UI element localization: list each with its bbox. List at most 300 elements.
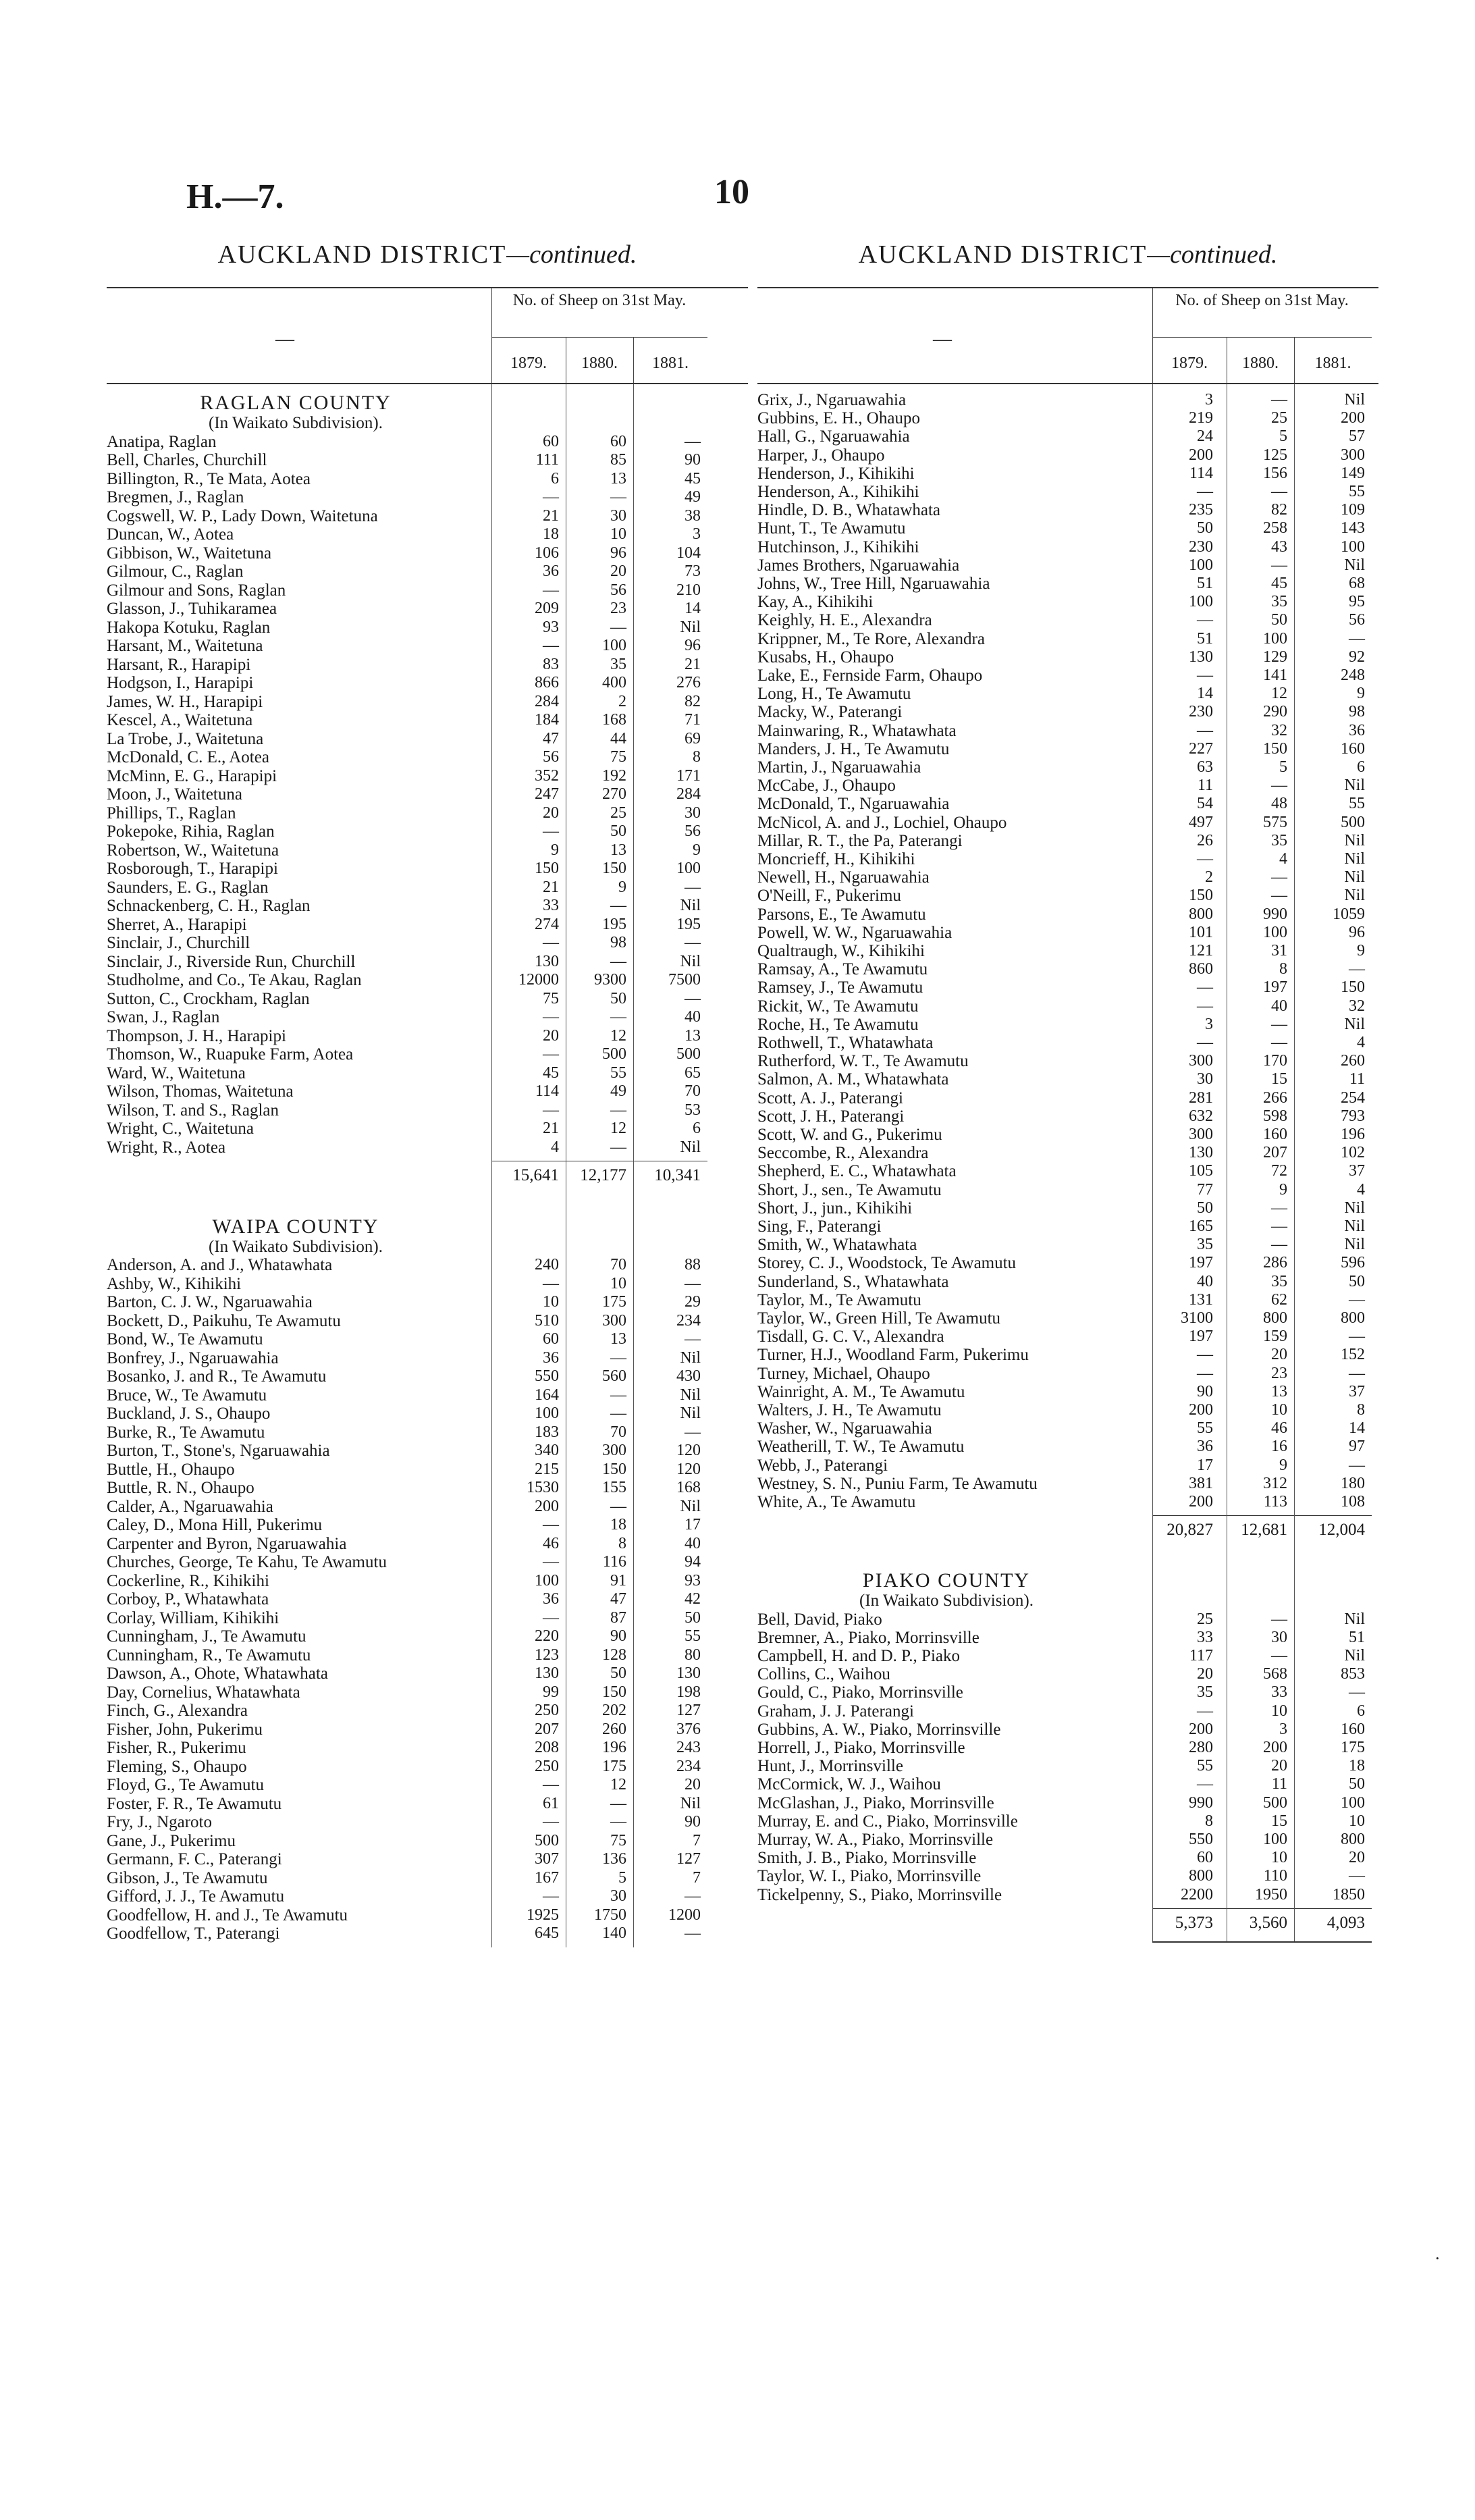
sheep-count-1879: —	[543, 1045, 559, 1063]
sheep-count-1881: 14	[1349, 1419, 1365, 1438]
table-row	[107, 804, 748, 822]
table-row	[757, 575, 1378, 593]
owner-name: Gubbins, A. W., Piako, Morrinsville	[757, 1720, 1001, 1739]
sheep-count-1880: 13	[610, 469, 626, 488]
sheep-count-1881: —	[685, 878, 701, 896]
sheep-count-1880: 290	[1263, 703, 1287, 721]
table-row	[107, 451, 748, 469]
sheep-count-1881: 90	[685, 451, 701, 469]
table-row	[757, 722, 1378, 740]
table-row	[757, 1493, 1378, 1511]
right-column	[757, 240, 1378, 1948]
table-row	[757, 1126, 1378, 1144]
owner-name: Studholme, and Co., Te Akau, Raglan	[107, 971, 362, 989]
sheep-count-1879: 510	[535, 1311, 559, 1330]
table-row	[107, 1832, 748, 1850]
owner-name: Burton, T., Stone's, Ngaruawahia	[107, 1442, 330, 1460]
table-row	[757, 703, 1378, 721]
table-row	[757, 887, 1378, 905]
sheep-count-1880: 100	[1263, 1831, 1287, 1848]
sheep-count-1879: —	[543, 1813, 559, 1831]
sheep-count-1879: 25	[1197, 1610, 1213, 1628]
owner-name: Gifford, J. J., Te Awamutu	[107, 1887, 285, 1906]
table-row	[757, 905, 1378, 924]
owner-name: Scott, A. J., Paterangi	[757, 1088, 903, 1107]
sheep-count-1881: —	[1349, 1867, 1365, 1885]
sheep-count-1880: 13	[610, 841, 626, 859]
sheep-count-1881: 56	[685, 822, 701, 840]
sheep-count-1881: Nil	[1344, 391, 1365, 409]
owner-name: Bruce, W., Te Awamutu	[107, 1386, 267, 1405]
sheep-count-1879: 50	[1197, 519, 1213, 537]
sheep-count-1880: 160	[1263, 1126, 1287, 1143]
sheep-count-1879: —	[1197, 666, 1213, 684]
table-row	[757, 868, 1378, 887]
table-row	[757, 1181, 1378, 1199]
table-row	[757, 740, 1378, 758]
sheep-count-1880: 85	[610, 451, 626, 469]
county-title	[107, 394, 485, 412]
owner-name: Ward, W., Waitetuna	[107, 1064, 246, 1082]
sheep-count-1879: 20	[543, 804, 559, 822]
sheep-count-1880: 8	[618, 1534, 626, 1552]
sheep-count-1879: 497	[1189, 813, 1213, 831]
sheep-count-1881: —	[1349, 1456, 1365, 1474]
sheep-count-1880: 195	[602, 915, 626, 933]
owner-name: Calder, A., Ngaruawahia	[107, 1497, 273, 1516]
sheep-count-1879: 100	[1189, 556, 1213, 574]
sheep-count-1881: 160	[1341, 1720, 1365, 1738]
sheep-count-1879: 632	[1189, 1107, 1213, 1125]
sheep-count-1879: 300	[1189, 1052, 1213, 1070]
sheep-count-1879: 184	[535, 711, 559, 729]
owner-name: Finch, G., Alexandra	[107, 1702, 248, 1720]
owner-name: Taylor, W. I., Piako, Morrinsville	[757, 1867, 982, 1886]
sheep-count-1879: —	[543, 488, 559, 506]
sheep-count-1879: 2	[1205, 868, 1213, 887]
table-row	[107, 1138, 748, 1157]
owner-name: Pokepoke, Rihia, Raglan	[107, 822, 275, 841]
sheep-count-1881: Nil	[1344, 777, 1365, 795]
sheep-count-1880: —	[610, 1101, 626, 1119]
sheep-count-1881: Nil	[1344, 868, 1365, 887]
owner-name: Washer, W., Ngaruawahia	[757, 1419, 932, 1438]
owner-name: Carpenter and Byron, Ngaruawahia	[107, 1534, 347, 1553]
table-row	[757, 814, 1378, 832]
owner-name: Harsant, M., Waitetuna	[107, 637, 263, 655]
owner-name: Floyd, G., Te Awamutu	[107, 1776, 264, 1794]
sheep-count-1879: 340	[535, 1442, 559, 1459]
owner-name: Buttle, H., Ohaupo	[107, 1460, 235, 1479]
sheep-count-1880: 10	[610, 525, 626, 543]
owner-name: Kusabs, H., Ohaupo	[757, 648, 894, 666]
table-row	[107, 1045, 748, 1064]
owner-name: Newell, H., Ngaruawahia	[757, 868, 930, 887]
sheep-count-1881: Nil	[1344, 1015, 1365, 1033]
county-name: PIAKO COUNTY	[862, 1571, 1031, 1590]
sheep-count-1880: 9	[618, 878, 626, 896]
sheep-count-1881: 65	[685, 1064, 701, 1082]
sheep-count-1881: 152	[1341, 1346, 1365, 1364]
table-row	[107, 785, 748, 804]
sheep-count-1881: 210	[676, 581, 701, 599]
sheep-count-1879: 208	[535, 1739, 559, 1756]
owner-name: Swan, J., Raglan	[107, 1008, 220, 1026]
sheep-count-1881: Nil	[680, 1348, 701, 1367]
sheep-count-1880: 568	[1263, 1665, 1287, 1683]
sheep-count-1879: —	[1197, 721, 1213, 739]
owner-name: Hunt, J., Morrinsville	[757, 1757, 903, 1776]
sheep-count-1879: 200	[1189, 1493, 1213, 1511]
owner-name: James Brothers, Ngaruawahia	[757, 556, 960, 575]
sheep-count-1879: 130	[535, 952, 559, 970]
owner-name: Day, Cornelius, Whatawhata	[107, 1683, 300, 1702]
sheep-count-1880: 197	[1263, 978, 1287, 997]
sheep-count-1881: 13	[685, 1026, 701, 1045]
table-row	[107, 1349, 748, 1367]
sheep-count-1879: 131	[1189, 1290, 1213, 1309]
table-row	[107, 1293, 748, 1311]
sheep-count-1881: 32	[1349, 997, 1365, 1015]
sheep-count-1879: 54	[1197, 795, 1213, 813]
sheep-count-1880: —	[610, 897, 626, 914]
owner-name: Cockerline, R., Kihikihi	[107, 1571, 269, 1590]
sheep-count-1881: 6	[1357, 1702, 1365, 1720]
sheep-count-1880: 50	[610, 1664, 626, 1682]
table-row	[757, 409, 1378, 427]
owner-name: Buckland, J. S., Ohaupo	[107, 1405, 271, 1423]
sheep-count-1879: 274	[535, 915, 559, 933]
table-row	[107, 1535, 748, 1553]
sheep-count-1880: —	[610, 1813, 626, 1831]
owner-name: Qualtraugh, W., Kihikihi	[757, 942, 925, 960]
sheep-count-1879: 61	[543, 1794, 559, 1812]
sheep-count-1880: —	[1271, 1034, 1287, 1051]
table-row	[757, 446, 1378, 465]
table-row	[757, 391, 1378, 409]
sheep-count-1880: 9	[1279, 1456, 1287, 1474]
sheep-count-1879: —	[543, 1608, 559, 1627]
sheep-count-1881: 20	[685, 1776, 701, 1793]
sheep-count-1880: 9	[1279, 1180, 1287, 1199]
sheep-count-1879: —	[1197, 1346, 1213, 1364]
table-row	[757, 1812, 1378, 1831]
sheep-count-1879: 200	[1189, 1720, 1213, 1738]
sheep-count-1879: 4	[551, 1138, 559, 1156]
sheep-count-1879: 21	[543, 878, 559, 896]
sheep-count-1881: 96	[685, 637, 701, 654]
sheep-count-1879: —	[1197, 1775, 1213, 1793]
sheep-count-1879: 230	[1189, 703, 1213, 721]
sheep-count-1880: —	[610, 1348, 626, 1367]
sheep-count-1880: 258	[1263, 519, 1287, 537]
sheep-count-1880: 125	[1263, 446, 1287, 464]
table-row	[107, 433, 748, 451]
sheep-count-1881: 4	[1357, 1034, 1365, 1051]
sheep-count-1880: 16	[1271, 1438, 1287, 1456]
sheep-count-1880: 46	[1271, 1419, 1287, 1438]
sheep-count-1879: 200	[1189, 446, 1213, 464]
sheep-count-1881: 53	[685, 1101, 701, 1119]
sheep-count-1880: —	[610, 1497, 626, 1515]
table-row	[107, 1776, 748, 1794]
owner-name: Taylor, W., Green Hill, Te Awamutu	[757, 1309, 1001, 1328]
owner-name: Hunt, T., Te Awamutu	[757, 519, 906, 538]
table-row	[107, 507, 748, 525]
table-row	[757, 1162, 1378, 1180]
sheep-count-1879: 56	[543, 748, 559, 766]
table-row	[107, 1609, 748, 1627]
sheep-count-1881: —	[685, 1924, 701, 1942]
sheep-count-1880: —	[610, 952, 626, 970]
owner-name: Murray, W. A., Piako, Morrinsville	[757, 1831, 994, 1849]
table-row	[757, 1052, 1378, 1070]
sheep-count-1881: —	[1349, 1683, 1365, 1702]
table-row	[757, 519, 1378, 537]
sheep-count-1881: 57	[1349, 427, 1365, 446]
sheep-count-1881: 42	[685, 1590, 701, 1608]
sheep-count-1881: Nil	[680, 1405, 701, 1422]
sheep-count-1880: 23	[610, 600, 626, 617]
sheep-count-1879: 47	[543, 729, 559, 747]
sheep-count-1880: 13	[610, 1330, 626, 1348]
sheep-count-1879: 99	[543, 1683, 559, 1701]
table-row	[757, 795, 1378, 813]
sheep-count-1879: 130	[1189, 648, 1213, 666]
sheep-count-1880: 270	[602, 785, 626, 803]
sheep-count-1880: 9300	[594, 971, 626, 989]
sheep-count-1881: 40	[685, 1008, 701, 1026]
sheep-count-1879: —	[1197, 850, 1213, 868]
sheep-count-1881: 800	[1341, 1831, 1365, 1848]
owner-name: Churches, George, Te Kahu, Te Awamutu	[107, 1553, 387, 1571]
owner-name: McMinn, E. G., Harapipi	[107, 766, 277, 785]
sheep-count-1881: —	[685, 989, 701, 1007]
owner-name: Goodfellow, T., Paterangi	[107, 1924, 280, 1943]
county-total-row	[757, 1914, 1378, 1932]
table-row	[757, 593, 1378, 611]
owner-name: Schnackenberg, C. H., Raglan	[107, 897, 311, 915]
sheep-count-1880: 100	[1263, 923, 1287, 941]
sheep-count-1879: —	[1197, 611, 1213, 629]
sheep-count-1881: 7	[693, 1868, 701, 1887]
owner-name: O'Neill, F., Pukerimu	[757, 887, 901, 905]
sheep-count-1879: 164	[535, 1386, 559, 1404]
sheep-count-1879: 60	[543, 432, 559, 450]
sheep-count-1881: 180	[1341, 1474, 1365, 1492]
owner-name: Sutton, C., Crockham, Raglan	[107, 989, 310, 1008]
sheep-count-1881: 8	[1357, 1401, 1365, 1419]
district-title: AUCKLAND DISTRICT	[858, 240, 1148, 269]
table-row	[757, 1702, 1378, 1721]
sheep-count-1879: —	[543, 934, 559, 951]
sheep-count-1880: 5	[1279, 758, 1287, 776]
sheep-count-1881: 92	[1349, 648, 1365, 666]
owner-name: Gibbison, W., Waitetuna	[107, 544, 272, 562]
sheep-count-1880: 400	[602, 674, 626, 691]
sheep-count-1880: 286	[1263, 1254, 1287, 1272]
sheep-count-1879: 11	[1197, 777, 1213, 795]
sheep-count-1880: —	[1271, 1217, 1287, 1235]
owner-name: Sherret, A., Harapipi	[107, 915, 247, 934]
sheep-count-1881: 6	[1357, 758, 1365, 776]
sheep-count-1880: 10	[1271, 1849, 1287, 1867]
table-row	[107, 1664, 748, 1683]
table-row	[107, 730, 748, 748]
sheep-count-1881: —	[1349, 1364, 1365, 1382]
sheep-count-1880: —	[610, 1405, 626, 1422]
sheep-count-1881: Nil	[680, 1138, 701, 1156]
sheep-count-1881: 171	[676, 766, 701, 785]
sheep-count-1881: 104	[676, 544, 701, 562]
sheep-count-1879: 352	[535, 766, 559, 785]
sheep-count-1880: 260	[602, 1720, 626, 1738]
county-total-row	[107, 1166, 748, 1184]
sheep-count-1880: 12	[610, 1026, 626, 1045]
owner-name: Bremner, A., Piako, Morrinsville	[757, 1628, 980, 1647]
owner-name: Walters, J. H., Te Awamutu	[757, 1401, 942, 1419]
table-row	[757, 1419, 1378, 1438]
sheep-count-1880: 100	[602, 637, 626, 654]
owner-name: Hall, G., Ngaruawahia	[757, 427, 910, 446]
table-row	[757, 1475, 1378, 1493]
table-row	[107, 1064, 748, 1082]
sheep-count-1880: 575	[1263, 813, 1287, 831]
owner-name: Short, J., sen., Te Awamutu	[757, 1180, 942, 1199]
table-row	[757, 758, 1378, 777]
sheep-count-1880: 300	[602, 1311, 626, 1330]
sheep-count-1879: 227	[1189, 739, 1213, 758]
sheep-count-1879: 46	[543, 1534, 559, 1552]
sheep-count-1879: 117	[1189, 1647, 1213, 1664]
total-rule	[1152, 1515, 1372, 1516]
sheep-count-1880: 266	[1263, 1088, 1287, 1107]
sheep-count-1881: —	[685, 934, 701, 951]
sheep-count-1879: 9	[551, 841, 559, 859]
sheep-count-1879: —	[543, 1274, 559, 1292]
table-row	[757, 1217, 1378, 1236]
sheep-count-1879: —	[543, 1008, 559, 1026]
sheep-count-1880: —	[1271, 1647, 1287, 1664]
sheep-count-1881: 376	[676, 1720, 701, 1738]
table-row	[757, 465, 1378, 483]
sheep-count-1879: 51	[1197, 575, 1213, 592]
table-row	[107, 1758, 748, 1776]
sheep-count-1880: 30	[1271, 1628, 1287, 1646]
sheep-count-1881: 6	[693, 1120, 701, 1137]
sheep-count-1879: 30	[1197, 1070, 1213, 1088]
sheep-count-1881: Nil	[1344, 887, 1365, 905]
owner-name: Webb, J., Paterangi	[757, 1456, 888, 1475]
sheep-count-1880: 12	[1271, 685, 1287, 703]
owner-name: Fry, J., Ngaroto	[107, 1813, 213, 1831]
table-row	[107, 1795, 748, 1813]
table-row	[107, 1869, 748, 1887]
owner-name: Corboy, P., Whatawhata	[107, 1590, 269, 1608]
table-row	[757, 556, 1378, 575]
table-row	[107, 953, 748, 971]
sheep-count-1881: 69	[685, 729, 701, 747]
owner-name: Seccombe, R., Alexandra	[757, 1144, 929, 1163]
owner-name: Sinclair, J., Riverside Run, Churchill	[107, 952, 356, 971]
owner-name: Gane, J., Pukerimu	[107, 1831, 236, 1850]
sheep-count-1880: 150	[602, 1460, 626, 1478]
owner-name: Glasson, J., Tuhikaramea	[107, 600, 277, 618]
table-row	[757, 483, 1378, 501]
table-row	[107, 990, 748, 1008]
table-row	[107, 1887, 748, 1906]
sheep-count-1881: 300	[1341, 446, 1365, 464]
sheep-count-1880: 170	[1263, 1052, 1287, 1070]
owner-name: Cunningham, J., Te Awamutu	[107, 1627, 306, 1646]
table-row	[107, 470, 748, 488]
sheep-count-1879: 130	[535, 1664, 559, 1682]
table-row	[757, 832, 1378, 850]
year-header-1881: 1881.	[1314, 355, 1351, 372]
sheep-count-1879: 300	[1189, 1126, 1213, 1143]
sheep-count-1881: 100	[676, 860, 701, 877]
sheep-count-1881: —	[685, 432, 701, 450]
header-group-label: No. of Sheep on 31st May.	[512, 292, 687, 309]
county-total-1881: 12,004	[1318, 1521, 1365, 1540]
table-row	[757, 1236, 1378, 1254]
table-row	[107, 562, 748, 581]
sheep-count-1880: 128	[602, 1646, 626, 1664]
owner-name: Turney, Michael, Ohaupo	[757, 1364, 930, 1383]
table-row	[107, 1516, 748, 1534]
sheep-count-1879: 307	[535, 1850, 559, 1868]
sheep-count-1880: 207	[1263, 1144, 1287, 1162]
table-row	[757, 1346, 1378, 1364]
table-row	[757, 1328, 1378, 1346]
table-body	[757, 384, 1378, 1948]
county-total-1881: 10,341	[654, 1166, 701, 1184]
sheep-count-1880: 12	[610, 1776, 626, 1793]
table-row	[107, 1813, 748, 1831]
sheep-count-1881: —	[1349, 629, 1365, 648]
year-header-1879: 1879.	[510, 355, 547, 372]
sheep-count-1880: 20	[1271, 1757, 1287, 1775]
sheep-count-1881: 195	[676, 915, 701, 933]
owner-name: La Trobe, J., Waitetuna	[107, 729, 264, 748]
sheep-count-1880: 175	[602, 1293, 626, 1311]
sheep-count-1881: 800	[1341, 1309, 1365, 1327]
owner-name: Hutchinson, J., Kihikihi	[757, 537, 919, 556]
owner-name: Johns, W., Tree Hill, Ngaruawahia	[757, 575, 990, 593]
owner-name: McCabe, J., Ohaupo	[757, 777, 896, 795]
sheep-count-1880: 25	[610, 804, 626, 822]
sheep-count-1880: —	[610, 618, 626, 636]
sheep-count-1879: 75	[543, 989, 559, 1007]
sheep-count-1881: 82	[685, 692, 701, 710]
owner-name: Smith, W., Whatawhata	[757, 1236, 917, 1255]
owner-name: Anderson, A. and J., Whatawhata	[107, 1256, 333, 1274]
table-row	[757, 1034, 1378, 1052]
sheep-count-1880: 20	[610, 562, 626, 580]
table-row	[757, 1610, 1378, 1629]
sheep-count-1881: 200	[1341, 409, 1365, 427]
table-row	[107, 1008, 748, 1026]
owner-name: Macky, W., Paterangi	[757, 703, 903, 722]
sheep-count-1881: 500	[1341, 813, 1365, 831]
sheep-count-1879: 93	[543, 618, 559, 636]
sheep-count-1880: —	[610, 1138, 626, 1156]
county-total-1880: 12,177	[580, 1166, 626, 1184]
sheep-count-1880: 43	[1271, 537, 1287, 556]
table-row	[107, 748, 748, 766]
owner-name: Powell, W. W., Ngaruawahia	[757, 923, 953, 942]
owner-name: Grix, J., Ngaruawahia	[757, 391, 907, 409]
